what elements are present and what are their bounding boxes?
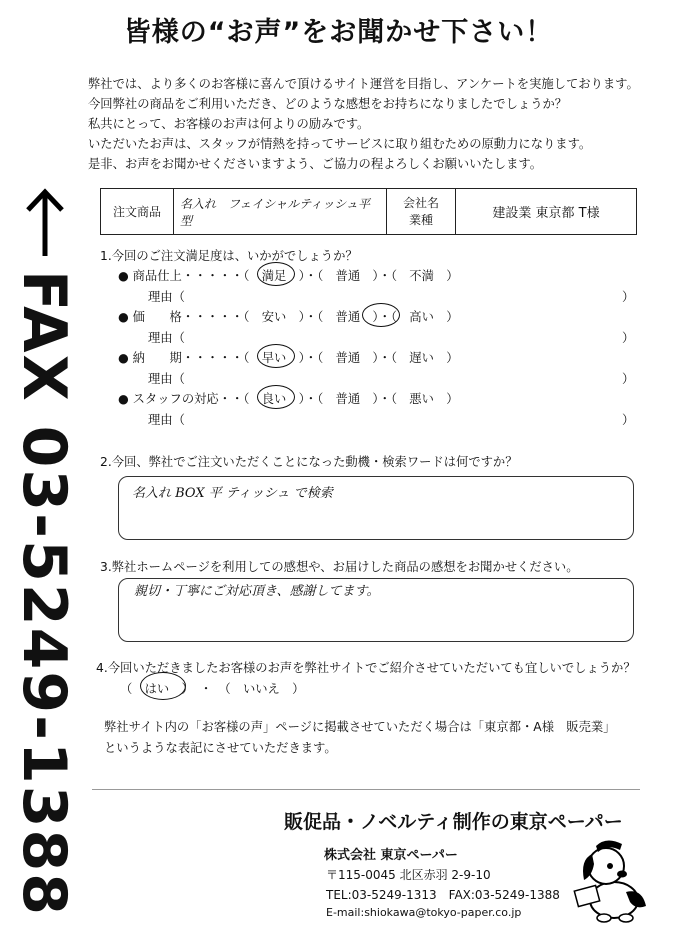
fax-number-text: FAX 03-5249-1388 bbox=[9, 270, 79, 917]
q2-answer: 名入れ BOX 平 ティッシュ で検索 bbox=[132, 486, 333, 501]
q1-row-delivery: ● 納 期・・・・・（ 早い ）・（ 普通 ）・（ 遅い ） bbox=[118, 351, 459, 365]
order-info-table bbox=[100, 188, 637, 235]
intro-line: 私共にとって、お客様のお声は何よりの励みです。 bbox=[88, 117, 370, 131]
reason-label: 理由（ bbox=[148, 372, 185, 386]
footer-email: E-mail:shiokawa@tokyo-paper.co.jp bbox=[326, 906, 522, 919]
q4-question: 4.今回いただきましたお客様のお声を弊社サイトでご紹介させていただいても宜しいでしょうか？ bbox=[96, 661, 636, 675]
company-value: 建設業 東京都 T様 bbox=[456, 189, 637, 235]
intro-line: 是非、お声をお聞かせくださいますよう、ご協力の程よろしくお願いいたします。 bbox=[88, 157, 543, 171]
company-label: 会社名 bbox=[402, 195, 439, 210]
footer-tel-fax: TEL:03-5249-1313 FAX:03-5249-1388 bbox=[326, 888, 560, 902]
reason-close: ） bbox=[622, 372, 635, 386]
footer-slogan: 販促品・ノベルティ制作の東京ペーパー bbox=[284, 811, 623, 833]
selection-circle bbox=[257, 262, 295, 286]
product-value: 名入れ フェイシャルティッシュ平型 bbox=[174, 189, 387, 235]
note-line: 弊社サイト内の「お客様の声」ページに掲載させていただく場合は「東京都・A様 販売業」 bbox=[104, 720, 616, 734]
selection-circle bbox=[140, 672, 186, 700]
q3-question: 3.弊社ホームページを利用しての感想や、お届けした商品の感想をお聞かせください。 bbox=[100, 560, 579, 574]
selection-circle bbox=[257, 344, 295, 368]
note-text bbox=[104, 717, 615, 759]
q1-row-staff: ● スタッフの対応・・（ 良い ）・（ 普通 ）・（ 悪い ） bbox=[118, 392, 459, 406]
intro-text bbox=[88, 74, 639, 174]
reason-label: 理由（ bbox=[148, 413, 185, 427]
arrow-up-icon bbox=[20, 188, 70, 258]
note-line: というような表記にさせていただきます。 bbox=[104, 741, 337, 755]
selection-circle bbox=[362, 303, 400, 327]
company-industry-label bbox=[387, 189, 456, 235]
q1-question: 1.今回のご注文満足度は、いかがでしょうか？ bbox=[100, 249, 358, 263]
q1-row-price: ● 価 格・・・・・（ 安い ）・（ 普通 ）・（ 高い ） bbox=[118, 310, 459, 324]
footer-address: 〒115-0045 北区赤羽 2-9-10 bbox=[326, 868, 491, 882]
reason-close: ） bbox=[622, 331, 635, 345]
reason-close: ） bbox=[622, 413, 635, 427]
fax-number bbox=[9, 270, 85, 917]
q1-row-finish: ● 商品仕上・・・・・（ 満足 ）・（ 普通 ）・（ 不満 ） bbox=[118, 269, 459, 283]
q3-answer: 親切・丁寧にご対応頂き、感謝してます。 bbox=[134, 584, 380, 599]
product-label: 注文商品 bbox=[101, 189, 174, 235]
intro-line: いただいたお声は、スタッフが情熱を持ってサービスに取り組むための原動力になります。 bbox=[88, 137, 592, 151]
intro-line: 今回弊社の商品をご利用いただき、どのような感想をお持ちになりましたでしょうか？ bbox=[88, 97, 568, 111]
footer-company: 株式会社 東京ペーパー bbox=[324, 848, 458, 863]
reason-close: ） bbox=[622, 290, 635, 304]
intro-line: 弊社では、より多くのお客様に喜んで頂けるサイト運営を目指し、アンケートを実施しております。 bbox=[88, 77, 639, 91]
q4-options: （ はい ） ・ （ いいえ ） bbox=[120, 682, 305, 696]
dog-mascot-icon bbox=[566, 830, 656, 926]
industry-label: 業種 bbox=[408, 212, 433, 227]
reason-label: 理由（ bbox=[148, 331, 185, 345]
q2-question: 2.今回、弊社でご注文いただくことになった動機・検索ワードは何ですか？ bbox=[100, 455, 518, 469]
page-title: 皆様の“お声”をお聞かせ下さい！ bbox=[123, 17, 554, 48]
selection-circle bbox=[257, 385, 295, 409]
reason-label: 理由（ bbox=[148, 290, 185, 304]
divider bbox=[92, 789, 640, 790]
